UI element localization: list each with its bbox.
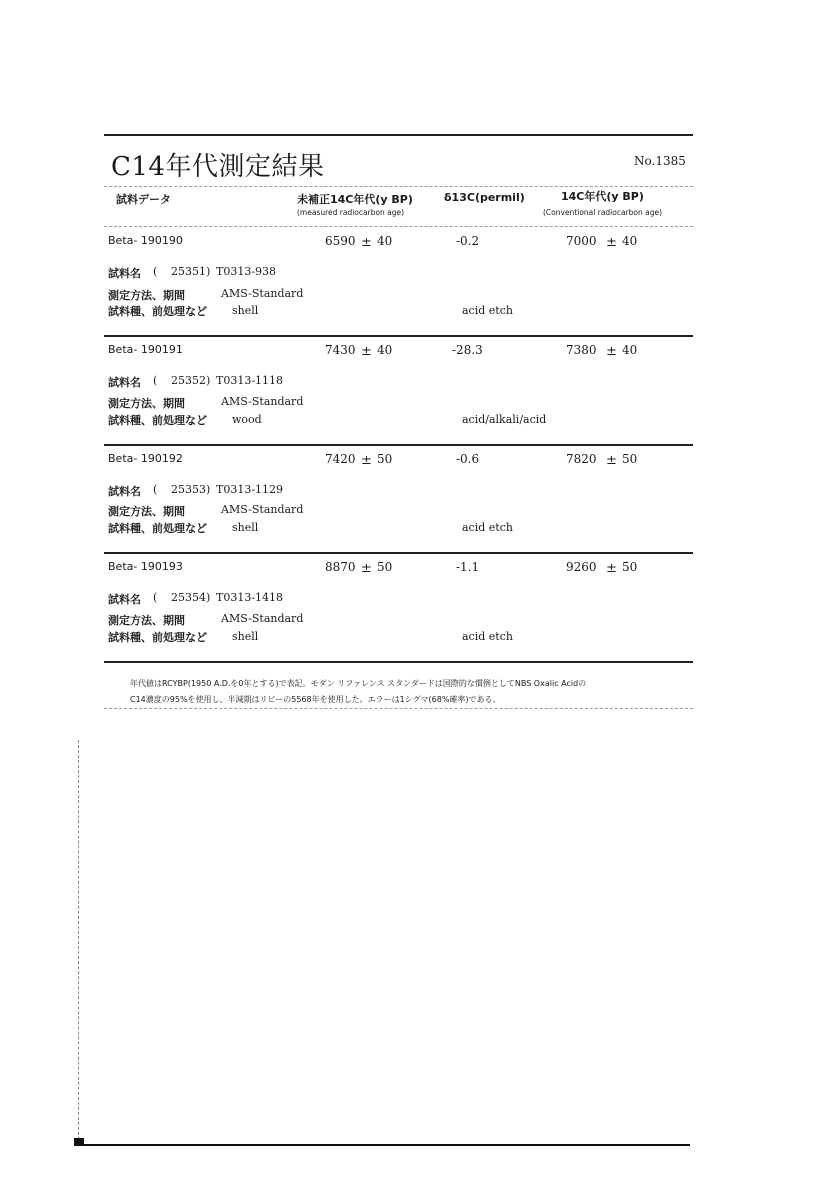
record-divider — [104, 552, 693, 554]
col-header-measured: 未補正14C年代(y BP) — [297, 193, 413, 206]
measured-age: 7420 — [325, 452, 356, 466]
sample-name-label: 試料名 — [108, 593, 141, 606]
method-value: AMS-Standard — [221, 395, 304, 408]
method-label: 測定方法、期間 — [108, 614, 185, 627]
sample-code: T0313-1118 — [216, 374, 284, 387]
measured-age: 6590 — [325, 234, 356, 248]
record-divider — [104, 444, 693, 446]
sample-number: 25352) — [171, 374, 211, 387]
method-value: AMS-Standard — [221, 287, 304, 300]
conventional-error: 50 — [622, 560, 638, 574]
material-label: 試料種、前処理など — [108, 305, 207, 318]
method-label: 測定方法、期間 — [108, 289, 185, 302]
d13c-value: -0.2 — [456, 234, 480, 248]
measured-age: 8870 — [325, 560, 356, 574]
conventional-error: 40 — [622, 343, 638, 357]
top-rule — [104, 134, 693, 136]
conventional-age: 7380 — [566, 343, 597, 357]
plus-minus: ± — [361, 344, 372, 359]
material-label: 試料種、前処理など — [108, 414, 207, 427]
beta-id: Beta- 190191 — [108, 343, 183, 356]
footnote-line-1: 年代値はRCYBP(1950 A.D.を0年とする)で表記。モダン リファレンス スタンダードは国際的な慣例としてNBS Oxalic Acidの — [130, 679, 587, 688]
method-label: 測定方法、期間 — [108, 505, 185, 518]
sample-name-label: 試料名 — [108, 376, 141, 389]
sample-open-paren: ( — [153, 265, 158, 278]
d13c-value: -28.3 — [452, 343, 483, 357]
sample-name-label: 試料名 — [108, 485, 141, 498]
col-header-conv-sub: (Conventional radiocarbon age) — [543, 208, 663, 217]
conventional-age: 9260 — [566, 560, 597, 574]
page-title: C14年代測定結果 — [111, 152, 325, 182]
material-value: wood — [232, 413, 262, 426]
plus-minus: ± — [606, 453, 617, 468]
sample-number: 25353) — [171, 483, 211, 496]
measured-error: 40 — [377, 234, 393, 248]
report-number: No.1385 — [634, 154, 686, 168]
conventional-error: 50 — [622, 452, 638, 466]
measured-error: 40 — [377, 343, 393, 357]
plus-minus: ± — [361, 561, 372, 576]
footnote-dash — [104, 708, 693, 709]
material-value: shell — [232, 630, 259, 643]
sample-number: 25354) — [171, 591, 211, 604]
plus-minus: ± — [606, 235, 617, 250]
plus-minus: ± — [361, 453, 372, 468]
col-header-measured-sub: (measured radiocarbon age) — [297, 208, 405, 217]
sample-name-label: 試料名 — [108, 267, 141, 280]
col-header-sample: 試料データ — [116, 193, 171, 206]
col-header-d13c: δ13C(permil) — [444, 191, 525, 204]
sample-code: T0313-938 — [216, 265, 277, 278]
footnote-rule — [104, 661, 693, 663]
col-header-conv: 14C年代(y BP) — [561, 190, 644, 203]
treatment-value: acid etch — [462, 521, 513, 534]
conventional-age: 7820 — [566, 452, 597, 466]
plus-minus: ± — [606, 561, 617, 576]
d13c-value: -0.6 — [456, 452, 480, 466]
method-value: AMS-Standard — [221, 612, 304, 625]
beta-id: Beta- 190190 — [108, 234, 183, 247]
header-dash-top — [104, 186, 693, 187]
plus-minus: ± — [361, 235, 372, 250]
sample-number: 25351) — [171, 265, 211, 278]
d13c-value: -1.1 — [456, 560, 480, 574]
sample-open-paren: ( — [153, 374, 158, 387]
material-value: shell — [232, 304, 259, 317]
treatment-value: acid/alkali/acid — [462, 413, 547, 426]
measured-error: 50 — [377, 452, 393, 466]
treatment-value: acid etch — [462, 304, 513, 317]
plus-minus: ± — [606, 344, 617, 359]
sample-open-paren: ( — [153, 591, 158, 604]
method-label: 測定方法、期間 — [108, 397, 185, 410]
treatment-value: acid etch — [462, 630, 513, 643]
method-value: AMS-Standard — [221, 503, 304, 516]
beta-id: Beta- 190193 — [108, 560, 183, 573]
conventional-error: 40 — [622, 234, 638, 248]
header-dash-bottom — [104, 226, 693, 227]
scan-edge-left — [78, 740, 80, 1140]
material-label: 試料種、前処理など — [108, 522, 207, 535]
material-value: shell — [232, 521, 259, 534]
scan-edge-bottom — [80, 1144, 690, 1146]
footnote-line-2: C14濃度の95%を使用し、半減期はリビーの5568年を使用した。エラーは1シグマ(68%確率)である。 — [130, 695, 501, 704]
sample-open-paren: ( — [153, 483, 158, 496]
sample-code: T0313-1129 — [216, 483, 284, 496]
beta-id: Beta- 190192 — [108, 452, 183, 465]
sample-code: T0313-1418 — [216, 591, 284, 604]
measured-error: 50 — [377, 560, 393, 574]
conventional-age: 7000 — [566, 234, 597, 248]
record-divider — [104, 335, 693, 337]
measured-age: 7430 — [325, 343, 356, 357]
material-label: 試料種、前処理など — [108, 631, 207, 644]
